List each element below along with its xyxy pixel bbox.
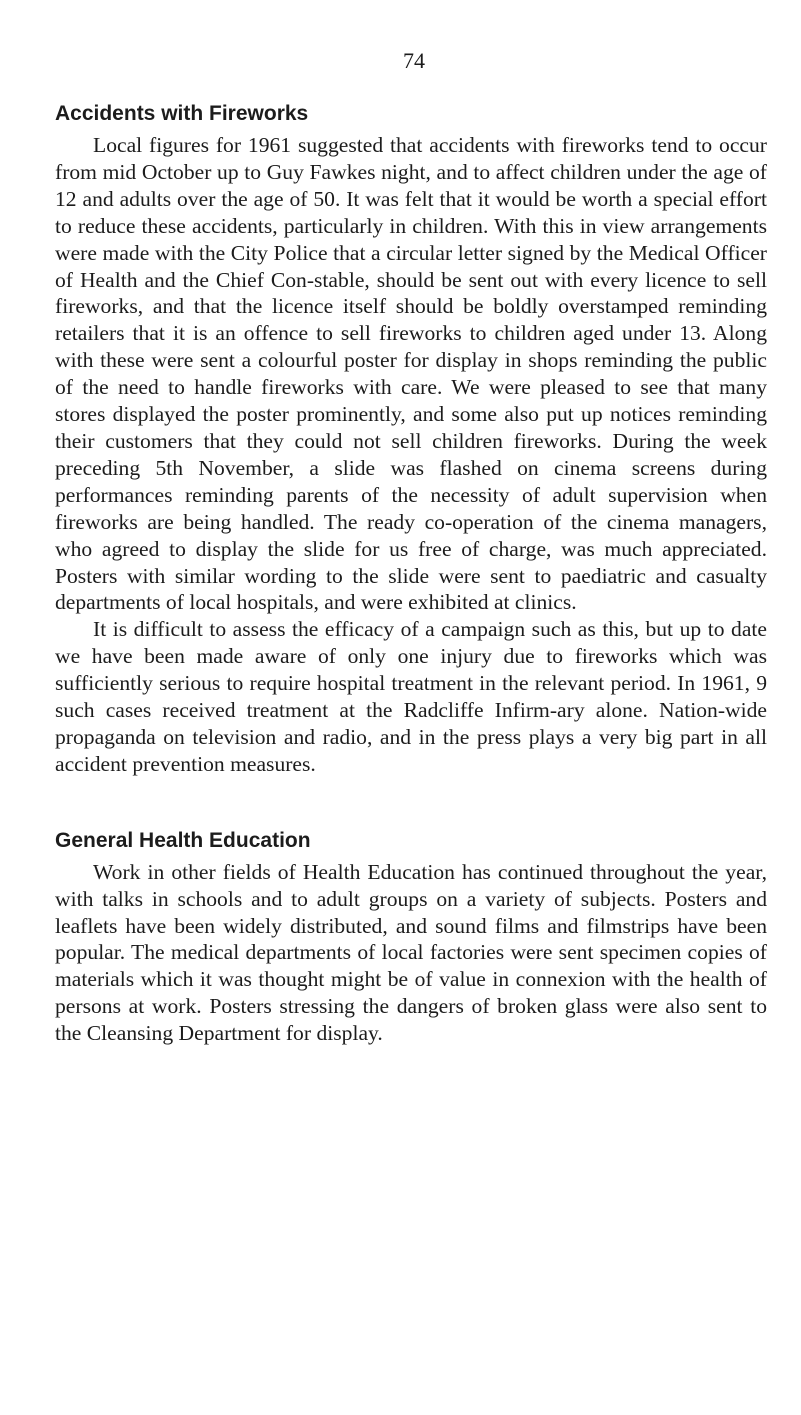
section-general-health-education	[55, 827, 767, 1047]
paragraph: Local figures for 1961 suggested that accidents with fireworks tend to occur from mid October up to Guy Fawkes night, and to affect children under the age of 12 and adults over the age of 50. It was felt that it would be worth a special effort to reduce these accidents, particularly in children. With this in view arrangements were made with the City Police that a circular letter signed by the Medical Officer of Health and the Chief Con-stable, should be sent out with every licence to sell fireworks, and that the licence itself should be boldly overstamped reminding retailers that it is an offence to sell fireworks to children aged under 13. Along with these were sent a colourful poster for display in shops reminding the public of the need to handle fireworks with care. We were pleased to see that many stores displayed the poster prominently, and some also put up notices reminding their customers that they could not sell children fireworks. During the week preceding 5th November, a slide was flashed on cinema screens during performances reminding parents of the necessity of adult supervision when fireworks are being handled. The ready co-operation of the cinema managers, who agreed to display the slide for us free of charge, was much appreciated. Posters with similar wording to the slide were sent to paediatric and casualty departments of local hospitals, and were exhibited at clinics.	[55, 133, 767, 615]
section-accidents-with-fireworks	[55, 100, 767, 778]
paragraph: It is difficult to assess the efficacy of a campaign such as this, but up to date we have been made aware of only one injury due to fireworks which was sufficiently serious to require hospital treatment in the relevant period. In 1961, 9 such cases received treatment at the Radcliffe Infirm-ary alone. Nation-wide propaganda on television and radio, and in the press plays a very big part in all accident prevention measures.	[55, 617, 767, 776]
document-page	[55, 48, 767, 1047]
paragraph: Work in other fields of Health Education has continued throughout the year, with talks in schools and to adult groups on a variety of subjects. Posters and leaflets have been widely distributed, and sound films and filmstrips have been popular. The medical departments of local factories were sent specimen copies of materials which it was thought might be of value in connexion with the health of persons at work. Posters stressing the dangers of broken glass were also sent to the Cleansing Department for display.	[55, 859, 767, 1046]
page-number: 74	[403, 48, 425, 73]
section-heading: General Health Education	[55, 828, 311, 852]
section-spacer	[55, 778, 767, 827]
section-heading: Accidents with Fireworks	[55, 102, 309, 125]
